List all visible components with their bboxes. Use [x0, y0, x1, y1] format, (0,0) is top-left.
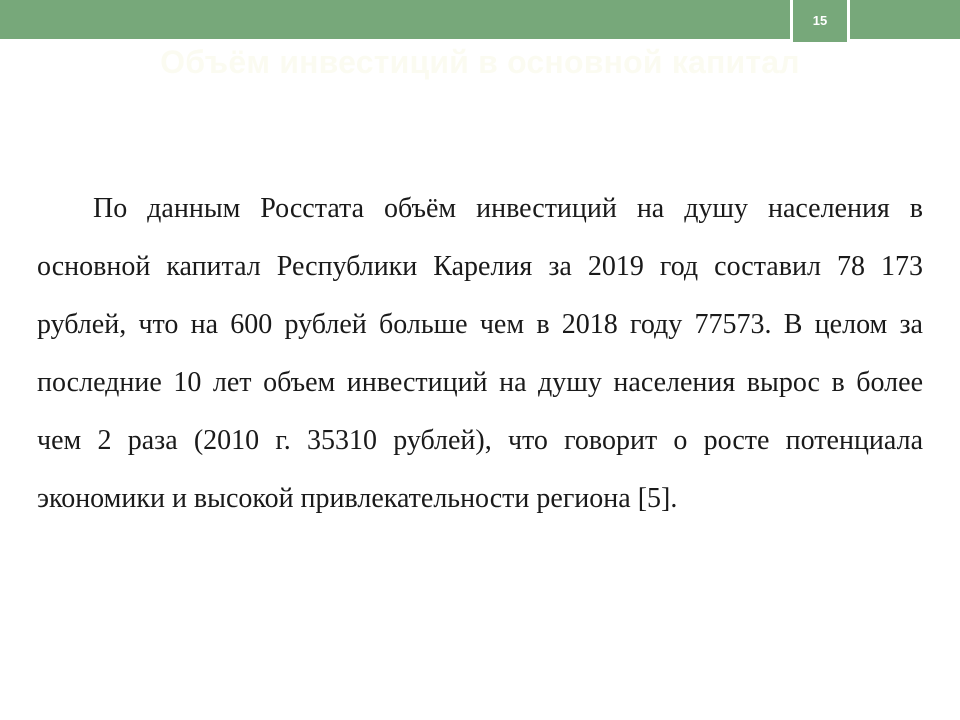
page-number-box [790, 0, 850, 42]
body-paragraph: По данным Росстата объём инвестиций на душу населения в основной капитал Республики Карелия за 2019 год составил 78 173 рублей, что на 600 рублей больше чем в 2018 году 77573. В целом за последние 10 лет объем инвестиций на душу населения вырос в более чем 2 раза (2010 г. 35310 рублей), что говорит о росте потенциала экономики и высокой привлекательности региона [5]. [37, 193, 923, 514]
page-number: 15 [812, 12, 828, 28]
slide-title: Объём инвестиций в основной капитал [160, 44, 800, 80]
